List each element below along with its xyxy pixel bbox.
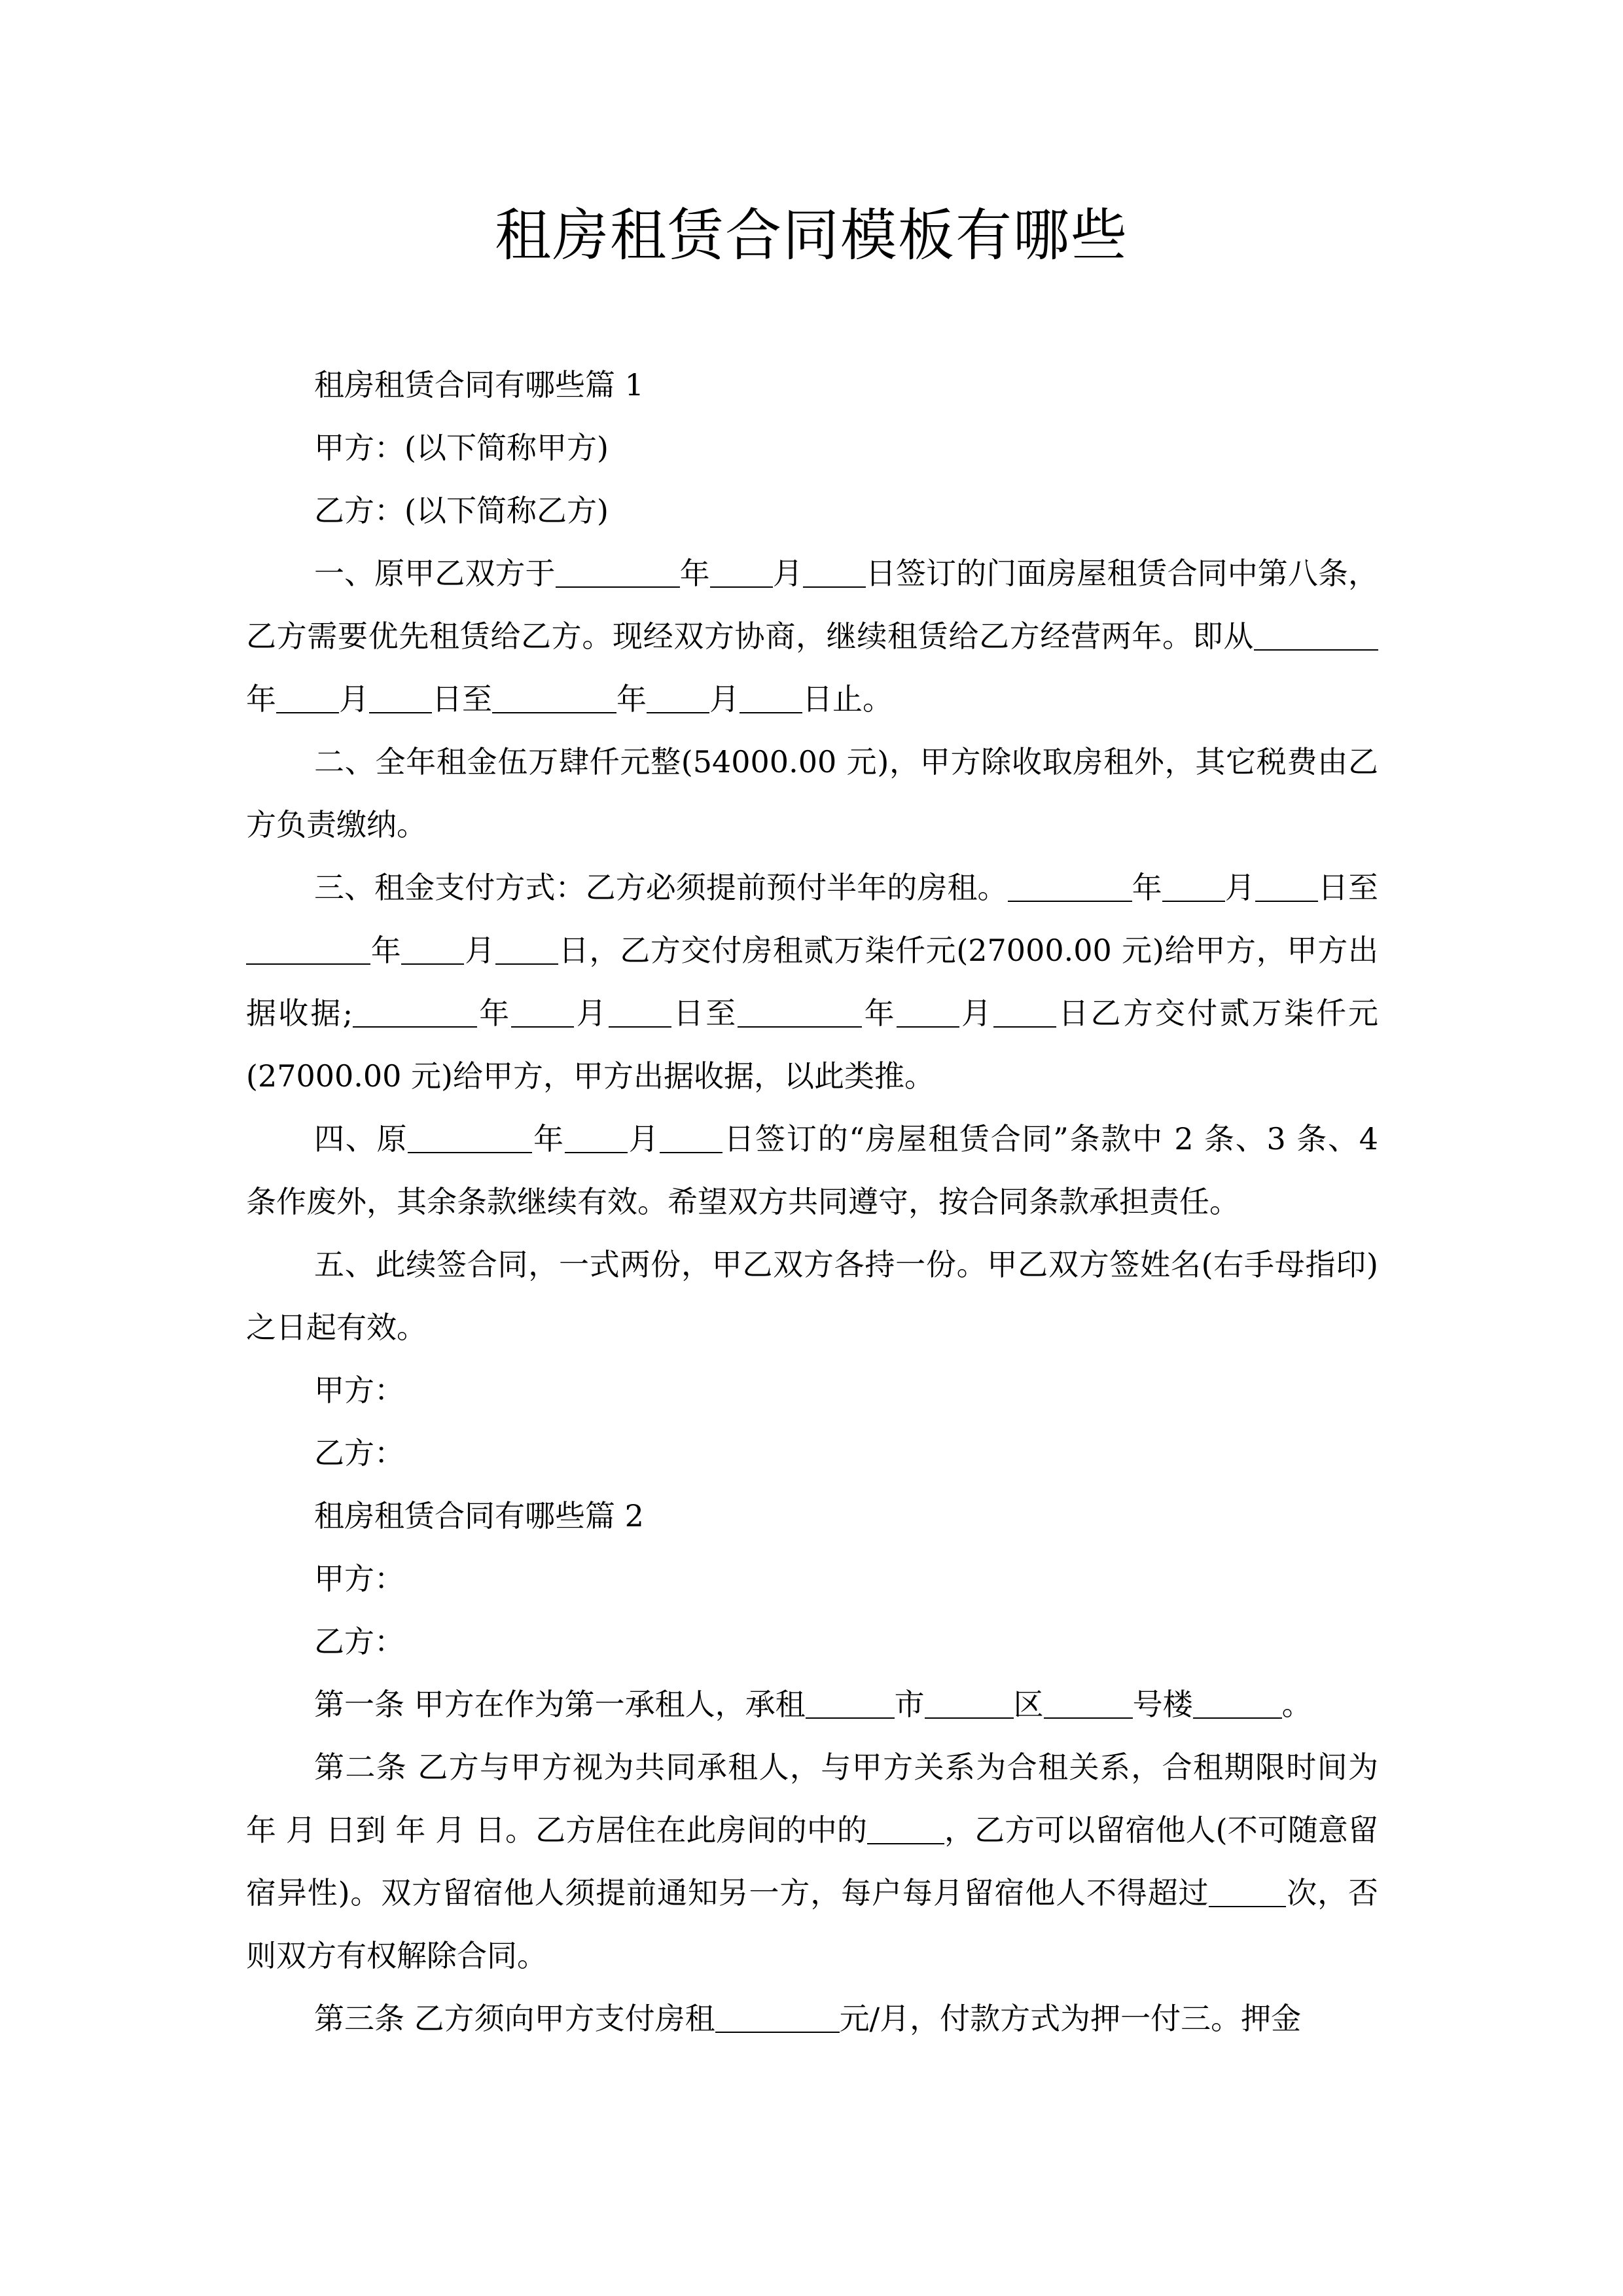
blank-field[interactable] [369,682,432,713]
clause-5: 五、此续签合同，一式两份，甲乙双方各持一份。甲乙双方签姓名(右手母指印)之日起有效。 [246,1247,1378,1345]
article-text: 区 [1013,1687,1044,1722]
clause-text: 月 [1224,870,1255,905]
clause-text: 年 [679,556,710,591]
blank-field[interactable] [1254,619,1378,651]
blank-field[interactable] [993,996,1056,1028]
blank-field[interactable] [897,996,959,1028]
blank-field[interactable] [276,682,339,713]
document-body [246,353,1378,2050]
blank-field[interactable] [246,933,370,965]
clause-2: 二、全年租金伍万肆仟元整(54000.00 元)，甲方除收取房租外，其它税费由乙方负责缴纳。 [246,744,1378,842]
blank-field[interactable] [710,556,773,588]
blank-field[interactable] [609,996,671,1028]
article-2 [246,1736,1378,1987]
blank-field[interactable] [1162,870,1225,902]
clause-text: 年 [477,996,512,1031]
clause-text: 日，乙方交付房租贰万柒仟元(27000.00 元)给甲方，甲方出据收据; [246,933,1378,1031]
clause-text: 日至 [1317,870,1379,905]
blank-field[interactable] [492,682,616,713]
article-text: 号楼 [1132,1687,1193,1722]
article-text: 第一条 甲方在作为第一承租人，承租 [314,1687,806,1722]
blank-field[interactable] [925,1687,1014,1719]
clause-text: 年 [532,1121,565,1157]
clause-text: 月 [339,681,369,717]
clause-text: 年 [1132,870,1162,905]
clause-text: 年 [246,681,276,717]
blank-field[interactable] [738,996,862,1028]
blank-field[interactable] [495,933,558,965]
blank-field[interactable] [401,933,464,965]
clause-text: 日止。 [802,681,893,717]
clause-text: 日至 [671,996,738,1031]
blank-field[interactable] [1209,1876,1286,1907]
article-text: 第三条 乙方须向甲方支付房租 [314,2001,715,2036]
blank-field[interactable] [867,1813,944,1844]
clause-text: 一、原甲乙双方于 [314,556,556,591]
clause-text: 日签订的“房屋租赁合同”条款中 2 条、3 条、4 条作废外，其余条款继续有效。希望双方共同遵守，按合同条款承担责任。 [246,1121,1379,1219]
clause-text: 日至 [432,681,492,717]
article-text: 市 [894,1687,925,1722]
article-text: 次，否则双方有权解除合同。 [246,1875,1378,1973]
clause-3 [246,856,1378,1107]
article-text: 第二条 乙方与甲方视为共同承租人，与甲方关系为合租关系，合租期限时间为 年 月 日到 年 月 日。乙方居住在此房间的中的 [246,1749,1378,1848]
section-1-heading: 租房租赁合同有哪些篇 1 [314,367,644,403]
blank-field[interactable] [511,996,574,1028]
clause-text: 月 [464,933,495,968]
article-1 [246,1673,1378,1736]
clause-text: 月 [574,996,609,1031]
clause-text: 月 [959,996,994,1031]
blank-field[interactable] [647,682,709,713]
blank-field[interactable] [1044,1687,1133,1719]
clause-text: 四、原 [314,1121,408,1157]
blank-field[interactable] [565,1122,628,1153]
blank-field[interactable] [1193,1687,1282,1719]
signature-party-a: 甲方： [314,1372,404,1408]
blank-field[interactable] [715,2001,840,2033]
clause-text: 年 [862,996,897,1031]
signature-party-b: 乙方： [314,1435,404,1471]
article-text: 。 [1281,1687,1312,1722]
clause-text: 年 [616,681,647,717]
blank-field[interactable] [556,556,680,588]
article-3 [246,1987,1378,2050]
clause-text: 月 [627,1121,660,1157]
clause-text: 月 [772,556,803,591]
article-text: ，乙方可以留宿他人(不可随意留宿异性)。双方留宿他人须提前通知另一方，每户每月留宿他人不得超过 [246,1812,1378,1910]
blank-field[interactable] [806,1687,895,1719]
clause-text: 三、租金支付方式：乙方必须提前预付半年的房租。 [314,870,1008,905]
blank-field[interactable] [353,996,477,1028]
blank-field[interactable] [803,556,866,588]
section-2-party-b: 乙方： [314,1624,404,1659]
document-title: 租房租赁合同模板有哪些 [495,203,1128,268]
clause-1 [246,542,1378,730]
section-2-heading: 租房租赁合同有哪些篇 2 [314,1498,644,1534]
clause-text: 日乙方交付贰万柒仟元(27000.00 元)给甲方，甲方出据收据，以此类推。 [246,996,1378,1094]
clause-text: 月 [709,681,740,717]
section-1-party-a: 甲方：(以下简称甲方) [314,430,609,465]
blank-field[interactable] [408,1122,532,1153]
section-1-party-b: 乙方：(以下简称乙方) [314,493,609,528]
blank-field[interactable] [660,1122,722,1153]
clause-text: 年 [370,933,402,968]
article-text: 元/月，付款方式为押一付三。押金 [839,2001,1302,2036]
clause-text: 日签订的门面房屋租赁合同中第八条，乙方需要优先租赁给乙方。现经双方协商，继续租赁给乙方经营两年。即从 [246,556,1379,654]
section-2-party-a: 甲方： [314,1561,404,1596]
clause-4 [246,1107,1378,1233]
blank-field[interactable] [740,682,802,713]
blank-field[interactable] [1255,870,1318,902]
blank-field[interactable] [1008,870,1132,902]
